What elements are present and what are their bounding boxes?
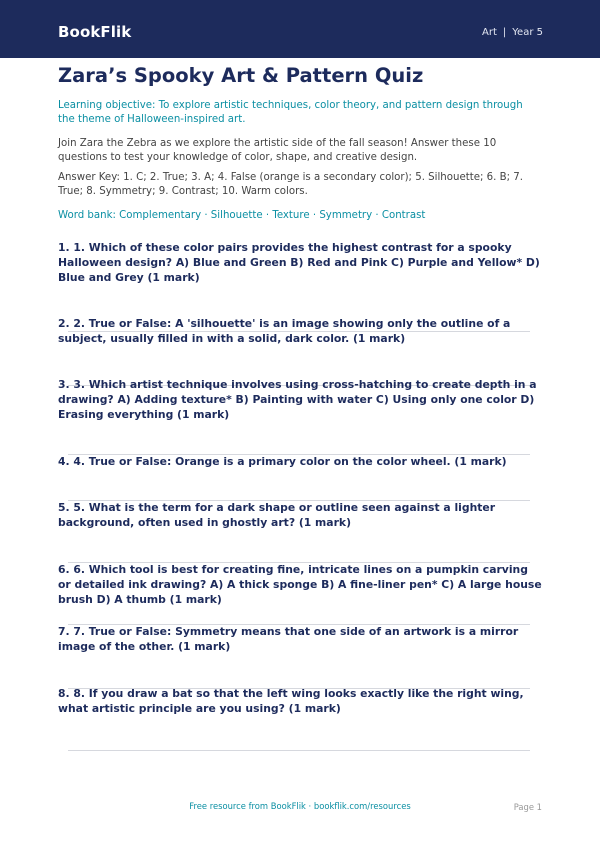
question-3: 3. 3. Which artist technique involves using cross-hatching to create depth in a drawing? A) Adding texture* B) Painting with water C) Using only one color D) Erasing everything (1 mark) xyxy=(58,378,537,421)
question-1: 1. 1. Which of these color pairs provides the highest contrast for a spooky Halloween design? A) Blue and Green B) Red and Pink C) Purple and Yellow* D) Blue and Grey (1 mark) xyxy=(58,241,540,284)
subject-label: Art xyxy=(482,27,497,38)
word-bank: Word bank: Complementary · Silhouette · Texture · Symmetry · Contrast xyxy=(58,210,426,221)
page-number: Page 1 xyxy=(513,802,542,812)
question-4: 4. 4. True or False: Orange is a primary color on the color wheel. (1 mark) xyxy=(58,455,507,468)
page-title: Zara’s Spooky Art & Pattern Quiz xyxy=(58,64,424,87)
subject-year-label xyxy=(482,27,543,39)
footer-credit[interactable]: Free resource from BookFlik · bookflik.com/resources xyxy=(189,801,411,811)
learning-objective: Learning objective: To explore artistic techniques, color theory, and pattern design through the theme of Halloween-inspired art. xyxy=(58,100,523,125)
question-6: 6. 6. Which tool is best for creating fine, intricate lines on a pumpkin carving or detailed ink drawing? A) A thick sponge B) A fine-liner pen* C) A large house brush D) A thumb (1 mark) xyxy=(58,563,542,606)
brand-logo-text[interactable]: BookFlik xyxy=(58,23,132,41)
answer-line-8 xyxy=(68,750,530,751)
subject-separator: | xyxy=(502,27,507,38)
intro-text: Join Zara the Zebra as we explore the artistic side of the fall season! Answer these 10 questions to test your knowledge of color, shape, and creative design. xyxy=(58,138,497,163)
question-8: 8. 8. If you draw a bat so that the left wing looks exactly like the right wing, what artistic principle are you using? (1 mark) xyxy=(58,687,524,715)
question-5: 5. 5. What is the term for a dark shape or outline seen against a lighter background, often used in ghostly art? (1 mark) xyxy=(58,501,496,529)
year-label: Year 5 xyxy=(512,27,543,38)
header-bar xyxy=(0,0,600,58)
question-7: 7. 7. True or False: Symmetry means that one side of an artwork is a mirror image of the other. (1 mark) xyxy=(58,625,519,653)
question-2: 2. 2. True or False: A 'silhouette' is an image showing only the outline of a subject, usually filled in with a solid, dark color. (1 mark) xyxy=(58,317,511,345)
answer-key: Answer Key: 1. C; 2. True; 3. A; 4. False (orange is a secondary color); 5. Silhouette; 6. B; 7. True; 8. Symmetry; 9. Contrast; 10. Warm colors. xyxy=(58,172,523,197)
